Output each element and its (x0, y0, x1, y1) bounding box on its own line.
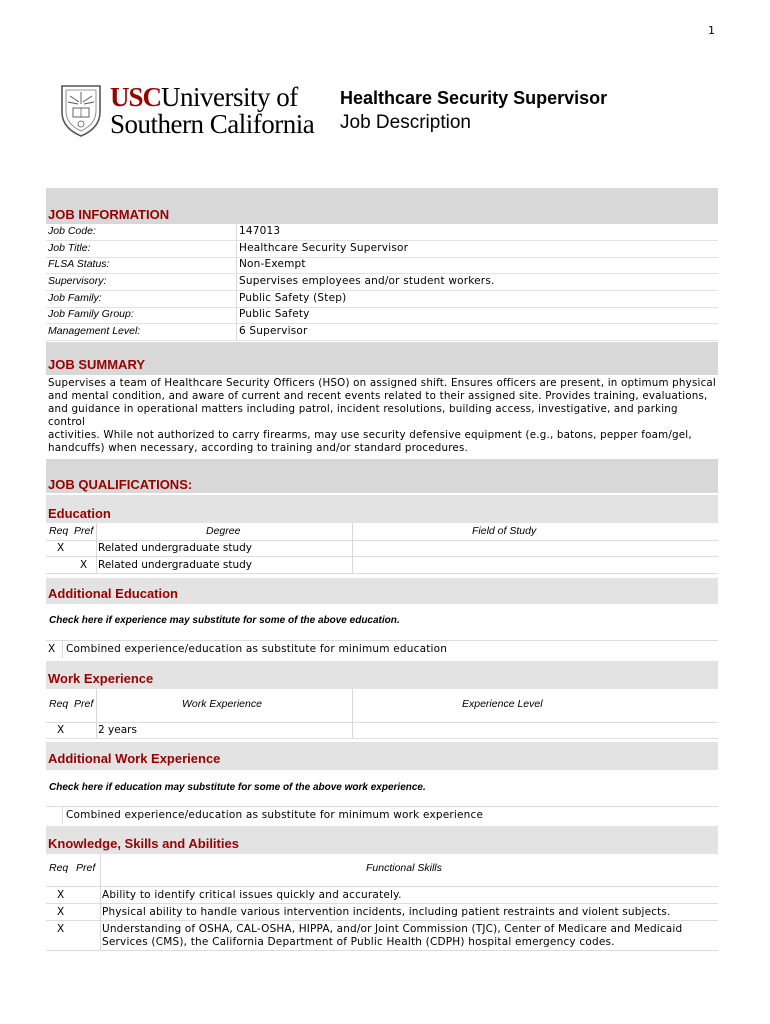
page-number: 1 (708, 24, 715, 37)
work-experience-col-level: Experience Level (462, 698, 543, 710)
education-header-rule (46, 540, 718, 541)
qualifications-heading: JOB QUALIFICATIONS: (48, 477, 193, 492)
education-degree: Related undergraduate study (98, 542, 252, 554)
job-summary-band (46, 342, 718, 375)
ksa-bottom-rule (46, 950, 718, 951)
info-row-job-code: Job Code: 147013 (46, 224, 718, 241)
education-bottom-rule (46, 573, 718, 574)
additional-education-heading: Additional Education (48, 586, 178, 601)
work-experience-col-rule-2 (352, 689, 353, 738)
ksa-col-rule (100, 854, 101, 950)
ksa-col-skills: Functional Skills (366, 862, 442, 874)
work-experience-col-pref: Pref (74, 698, 94, 710)
additional-education-rule (46, 640, 718, 641)
ksa-skill: Understanding of OSHA, CAL-OSHA, HIPPA, and/or Joint Commission (TJC), Center of Medicare and Medicaid (102, 923, 683, 935)
work-experience-col-rule-1 (96, 689, 97, 738)
info-row-job-family-group: Job Family Group: Public Safety (46, 307, 718, 324)
work-experience-header-rule (46, 722, 718, 723)
document-title: Healthcare Security Supervisor (340, 88, 608, 108)
logo-line2: Southern California (110, 109, 315, 139)
info-row-job-family: Job Family: Public Safety (Step) (46, 291, 718, 308)
info-row-job-title: Job Title: Healthcare Security Supervisor (46, 241, 718, 258)
education-col-rule-2 (352, 523, 353, 573)
additional-work-experience-text: Combined experience/education as substitute for minimum work experience (66, 809, 484, 821)
ksa-req-mark: X (57, 889, 65, 901)
usc-logo (58, 82, 328, 140)
additional-education-note: Check here if experience may substitute for some of the above education. (49, 615, 400, 626)
ksa-header-rule (46, 886, 718, 887)
ksa-heading: Knowledge, Skills and Abilities (48, 836, 239, 851)
additional-education-col-rule (62, 640, 63, 658)
additional-work-experience-rule (46, 806, 718, 807)
ksa-skill-continued: Services (CMS), the California Department of Public Health (CDPH) hospital emergency codes. (102, 936, 615, 948)
ksa-req-mark: X (57, 923, 65, 935)
ksa-col-pref: Pref (76, 862, 96, 874)
education-col-req: Req (49, 525, 69, 537)
additional-work-experience-col-rule (62, 806, 63, 824)
work-experience-col-req: Req (49, 698, 69, 710)
education-col-rule-1 (96, 523, 97, 573)
info-row-supervisory: Supervisory: Supervises employees and/or student workers. (46, 274, 718, 291)
education-req-mark: X (57, 542, 65, 554)
additional-work-experience-heading: Additional Work Experience (48, 751, 221, 766)
document-subtitle: Job Description (340, 112, 471, 133)
education-col-field: Field of Study (472, 525, 537, 537)
education-degree: Related undergraduate study (98, 559, 252, 571)
logo-line1: USCUniversity of (110, 82, 298, 112)
work-experience-req-mark: X (57, 724, 65, 736)
ksa-skill: Ability to identify critical issues quickly and accurately. (102, 889, 402, 901)
job-summary-heading: JOB SUMMARY (48, 357, 146, 372)
education-col-pref: Pref (74, 525, 94, 537)
work-experience-years: 2 years (98, 724, 137, 736)
ksa-req-mark: X (57, 906, 65, 918)
education-band (46, 495, 718, 523)
ksa-row-rule-2 (46, 920, 718, 921)
additional-education-mark: X (48, 643, 56, 655)
education-col-degree: Degree (206, 525, 241, 537)
education-row-rule (46, 556, 718, 557)
education-pref-mark: X (80, 559, 88, 571)
info-row-flsa-status: FLSA Status: Non-Exempt (46, 257, 718, 274)
work-experience-heading: Work Experience (48, 671, 154, 686)
ksa-row-rule-1 (46, 903, 718, 904)
ksa-skill: Physical ability to handle various intervention incidents, including patient restraints and violent subjects. (102, 906, 671, 918)
education-heading: Education (48, 506, 111, 521)
usc-shield-icon (58, 82, 104, 138)
work-experience-col-work: Work Experience (182, 698, 262, 710)
job-information-heading: JOB INFORMATION (48, 207, 170, 222)
ksa-col-req: Req (49, 862, 69, 874)
additional-education-text: Combined experience/education as substitute for minimum education (66, 643, 448, 655)
job-summary-text: Supervises a team of Healthcare Security Officers (HSO) on assigned shift. Ensures officers are present, in optimum physical and mental condition, and aware of current and recent events related to their assigned site. Provides training, evaluations, and guidance in operational matters including patrol, incident resolutions, building access, investigative, and parking control activities. While not authorized to carry firearms, may use security defensive equipment (e.g., batons, pepper foam/gel, handcuffs) when necessary, according to training and/or standard procedures. (48, 377, 716, 454)
additional-work-experience-note: Check here if education may substitute for some of the above work experience. (49, 782, 426, 793)
work-experience-bottom-rule (46, 738, 718, 739)
info-row-management-level: Management Level: 6 Supervisor (46, 324, 718, 341)
